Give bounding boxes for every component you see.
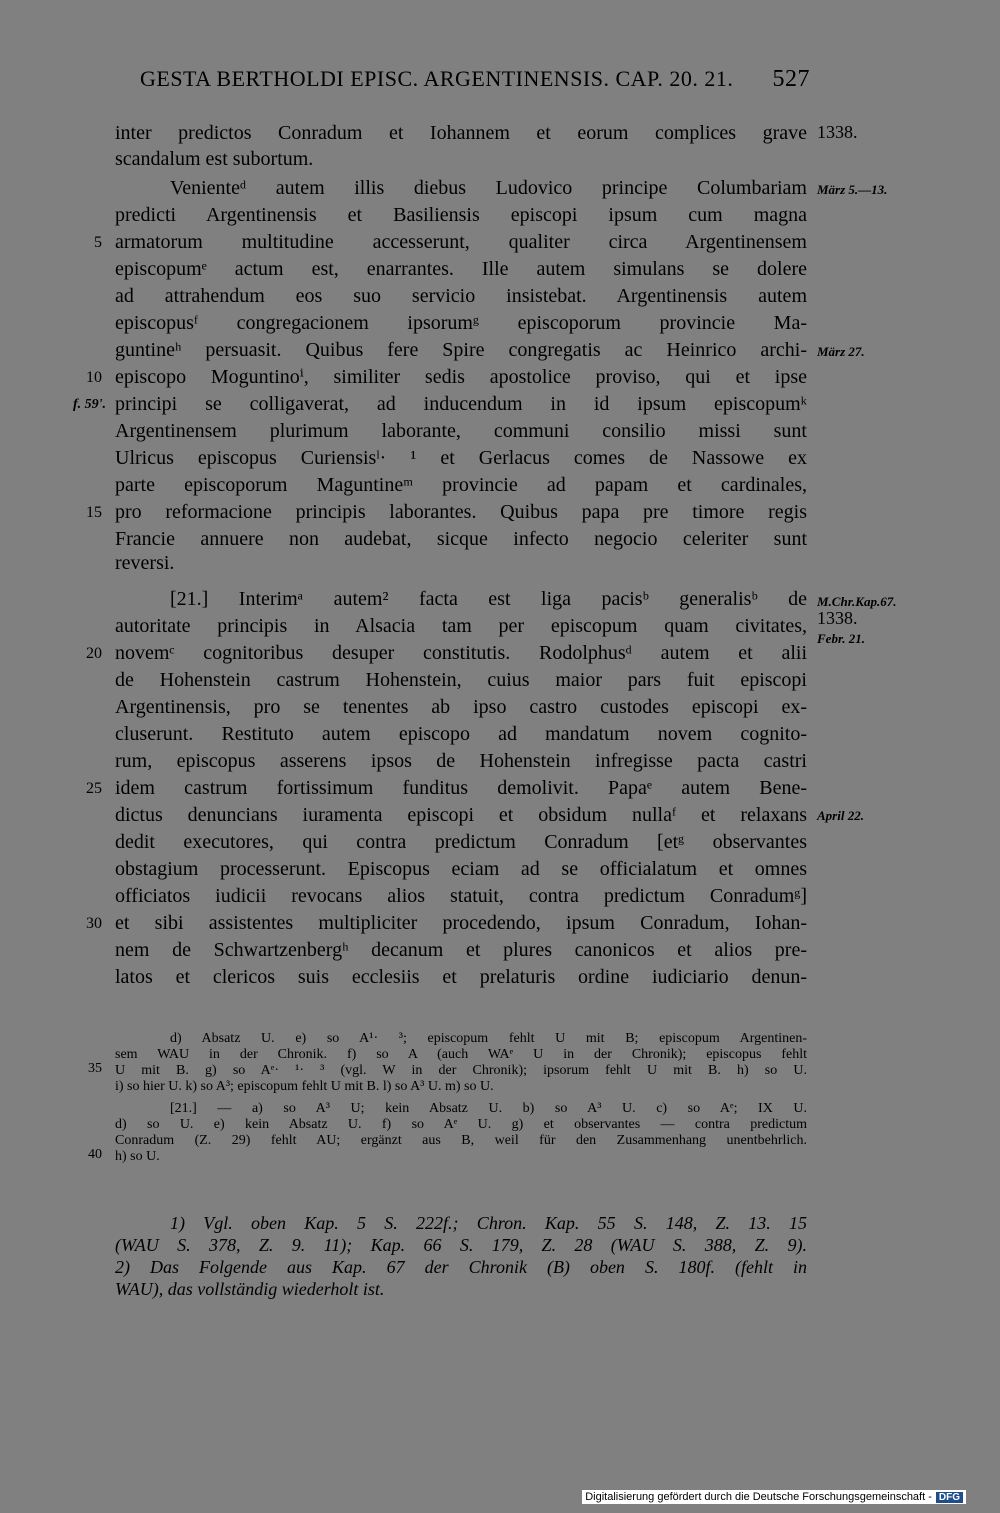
text-line: Francie annuere non audebat, sicque infecto negocio celeriter sunt (115, 528, 807, 550)
text-line: scandalum est subortum. (115, 148, 314, 170)
page-number: 527 (772, 66, 810, 92)
footnote-line: Conradum (Z. 29) fehlt AU; ergänzt aus B, weil für den Zusammenhang unentbehrlich. (115, 1133, 807, 1148)
line-number: 40 (88, 1147, 102, 1162)
footnote-line: U mit B. g) so Aᵉ· ¹· ³ (vgl. W in der Chronik); ipsorum fehlt U mit B. h) so U. (115, 1063, 807, 1078)
footnote-line: d) Absatz U. e) so A¹· ³; episcopum fehlt U mit B; episcopum Argentinen- (170, 1031, 807, 1046)
margin-reference: M.Chr.Kap.67. (817, 594, 897, 609)
margin-date: März 5.—13. (817, 182, 888, 197)
footnote-line: [21.] — a) so A³ U; kein Absatz U. b) so A³ U. c) so Aᵉ; IX U. (170, 1101, 807, 1116)
text-line: predicti Argentinensis et Basiliensis episcopi ipsum cum magna (115, 204, 807, 226)
line-number: 30 (86, 915, 102, 932)
text-line: latos et clericos suis ecclesiis et prelaturis ordine iudiciario denun- (115, 966, 807, 988)
line-number: 25 (86, 780, 102, 797)
text-line: episcopumᵉ actum est, enarrantes. Ille autem simulans se dolere (115, 258, 807, 280)
text-line: reversi. (115, 552, 175, 574)
text-line: inter predictos Conradum et Iohannem et eorum complices grave (115, 122, 807, 144)
text-line: obstagium processerunt. Episcopus eciam ad se officialatum et omnes (115, 858, 807, 880)
reference-line: (WAU S. 378, Z. 9. 11); Kap. 66 S. 179, Z. 28 (WAU S. 388, Z. 9). (115, 1235, 807, 1255)
text-line: Venienteᵈ autem illis diebus Ludovico principe Columbariam (170, 177, 807, 199)
text-line: [21.] Interimᵃ autem² facta est liga pacisᵇ generalisᵇ de (170, 588, 807, 610)
footnote-line: sem WAU in der Chronik. f) so A (auch WAᵉ U in der Chronik); episcopus fehlt (115, 1047, 807, 1062)
margin-date: April 22. (817, 808, 864, 823)
text-line: pro reformacione principis laborantes. Quibus papa pre timore regis (115, 501, 807, 523)
footnote-line: h) so U. (115, 1149, 160, 1164)
text-line: episcopo Moguntinoⁱ, similiter sedis apostolice proviso, qui et ipse (115, 366, 807, 388)
text-line: idem castrum fortissimum funditus demolivit. Papaᵉ autem Bene- (115, 777, 807, 799)
text-line: armatorum multitudine accesserunt, qualiter circa Argentinensem (115, 231, 807, 253)
margin-date: Febr. 21. (817, 631, 866, 646)
text-line: Argentinensem plurimum laborante, communi consilio missi sunt (115, 420, 807, 442)
text-line: nem de Schwartzenbergʰ decanum et plures canonicos et alios pre- (115, 939, 807, 961)
line-number: 15 (86, 504, 102, 521)
text-line: principi se colligaverat, ad inducendum in id ipsum episcopumᵏ (115, 393, 807, 415)
margin-year: 1338. (817, 608, 858, 628)
folio-marker: f. 59'. (72, 397, 106, 412)
text-line: novemᶜ cognitoribus desuper constitutis. Rodolphusᵈ autem et alii (115, 642, 807, 664)
header-title: GESTA BERTHOLDI EPISC. ARGENTINENSIS. CAP. 20. 21. (140, 66, 734, 91)
text-line: de Hohenstein castrum Hohenstein, cuius maior pars fuit episcopi (115, 669, 807, 691)
line-number: 35 (88, 1061, 102, 1076)
margin-year: 1338. (817, 122, 858, 142)
reference-line: 1) Vgl. oben Kap. 5 S. 222f.; Chron. Kap. 55 S. 148, Z. 13. 15 (170, 1213, 807, 1233)
text-line: Ulricus episcopus Curiensisˡ· ¹ et Gerlacus comes de Nassowe ex (115, 447, 807, 469)
dfg-logo: DFG (936, 1492, 963, 1503)
margin-date: März 27. (817, 344, 865, 359)
text-line: parte episcoporum Maguntineᵐ provincie ad papam et cardinales, (115, 474, 807, 496)
footnote-line: d) so U. e) kein Absatz U. f) so Aᵉ U. g) et observantes — contra predictum (115, 1117, 807, 1132)
text-line: guntineʰ persuasit. Quibus fere Spire congregatis ac Heinrico archi- (115, 339, 807, 361)
footnote-line: i) so hier U. k) so A³; episcopum fehlt U mit B. l) so A³ U. m) so U. (115, 1079, 494, 1094)
reference-line: 2) Das Folgende aus Kap. 67 der Chronik (B) oben S. 180f. (fehlt in (115, 1257, 807, 1277)
line-number: 5 (94, 234, 102, 251)
text-line: episcopusᶠ congregacionem ipsorumᵍ episcoporum provincie Ma- (115, 312, 807, 334)
text-line: rum, episcopus asserens ipsos de Hohenstein infregisse pacta castri (115, 750, 807, 772)
line-number: 10 (86, 369, 102, 386)
text-line: autoritate principis in Alsacia tam per episcopum quam civitates, (115, 615, 807, 637)
text-line: officiatos iudicii revocans alios statuit, contra predictum Conradumᵍ] (115, 885, 807, 907)
text-line: et sibi assistentes multipliciter procedendo, ipsum Conradum, Iohan- (115, 912, 807, 934)
line-number: 20 (86, 645, 102, 662)
text-line: ad attrahendum eos suo servicio insistebat. Argentinensis autem (115, 285, 807, 307)
reference-line: WAU), das vollständig wiederholt ist. (115, 1279, 385, 1299)
text-line: dictus denuncians iuramenta episcopi et obsidum nullaᶠ et relaxans (115, 804, 807, 826)
text-line: Argentinensis, pro se tenentes ab ipso castro custodes episcopi ex- (115, 696, 807, 718)
digitization-footer (582, 1490, 966, 1504)
footer-text: Digitalisierung gefördert durch die Deutsche Forschungsgemeinschaft - (585, 1491, 932, 1503)
text-line: dedit executores, qui contra predictum Conradum [etᵍ observantes (115, 831, 807, 853)
text-line: cluserunt. Restituto autem episcopo ad mandatum novem cognito- (115, 723, 807, 745)
